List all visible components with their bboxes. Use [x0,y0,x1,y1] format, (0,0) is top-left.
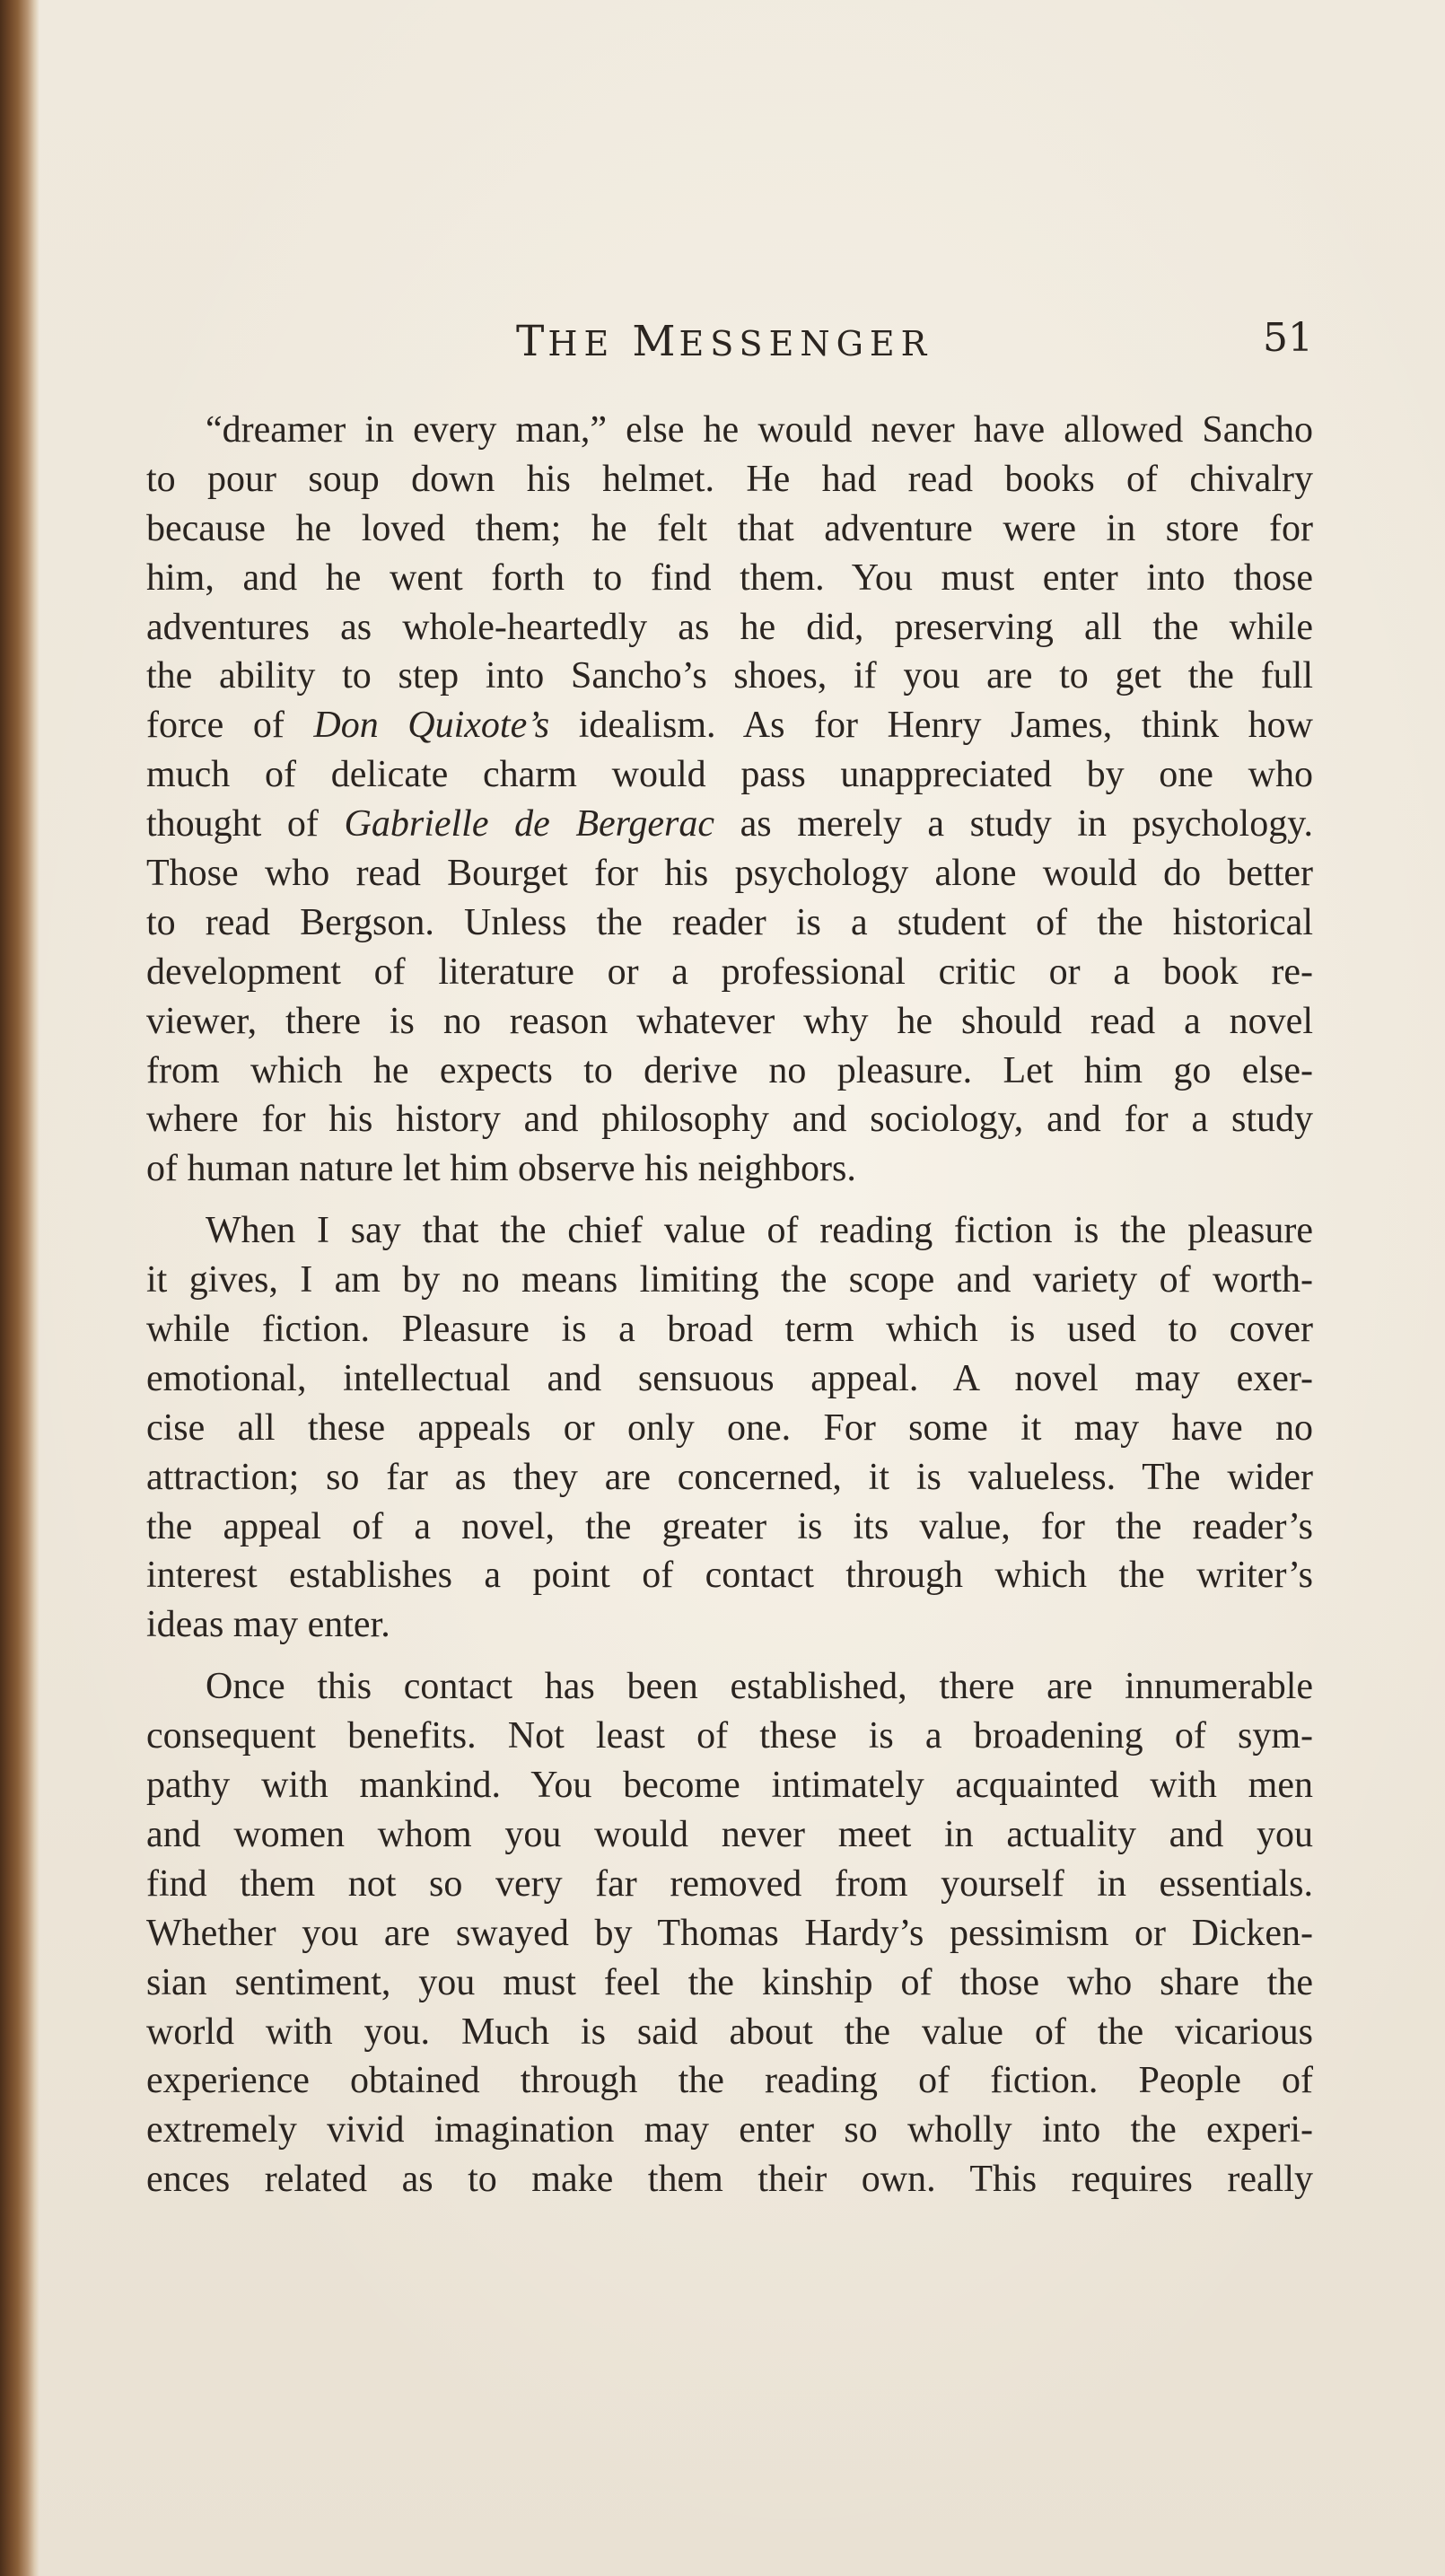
text-segment: the ability to step into Sancho’s shoes, if you are to get the full [146,655,1313,697]
text-segment: pathy with mankind. You become intimately acquainted with men [146,1765,1313,1807]
text-segment: Whether you are swayed by Thomas Hardy’s pessimism or Dicken- [146,1912,1313,1954]
text-segment: it gives, I am by no means limiting the scope and variety of worth- [146,1259,1313,1301]
text-segment: because he loved them; he felt that adventure were in store for [146,507,1313,549]
text-line [146,1712,1313,1761]
text-segment: world with you. Much is said about the value of the vicarious [146,2011,1313,2053]
text-line [146,898,1313,948]
text-segment: viewer, there is no reason whatever why he should read a novel [146,1000,1313,1042]
text-line [146,1354,1313,1404]
running-title [516,317,933,366]
text-segment: ideas may enter. [146,1604,390,1646]
text-segment: force of [146,705,314,747]
text-line [146,603,1313,653]
text-segment: idealism. As for Henry James, think how [549,705,1313,747]
text-line [146,849,1313,898]
text-segment: while fiction. Pleasure is a broad term which is used to cover [146,1309,1313,1351]
text-line [146,750,1313,800]
text-segment: find them not so very far removed from yourself in essentials. [146,1862,1313,1905]
paragraph [146,406,1313,1194]
text-segment: interest establishes a point of contact through which the writer’s [146,1555,1313,1597]
page-header [146,310,1313,364]
text-line [146,1305,1313,1354]
paragraph [146,1662,1313,2204]
text-line [146,1761,1313,1810]
text-segment: adventures as whole-heartedly as he did, preserving all the while [146,606,1313,648]
running-title-rest-1: HE [547,324,633,364]
text-segment: as merely a study in psychology. [714,803,1313,846]
running-title-initial-2: M [632,317,679,366]
text-segment: emotional, intellectual and sensuous appeal. A novel may exer- [146,1357,1313,1399]
text-segment: Those who read Bourget for his psychology alone would do better [146,853,1313,895]
text-line [146,1662,1313,1712]
text-line [146,1600,1313,1650]
text-line [146,1909,1313,1958]
text-line [146,652,1313,701]
paragraph [146,1206,1313,1650]
text-line [146,455,1313,504]
text-line [146,2155,1313,2204]
italic-title: Gabrielle de Bergerac [344,803,715,846]
text-line [146,1503,1313,1552]
page-number: 51 [1263,315,1313,361]
text-segment: of human nature let him observe his neighbors. [146,1148,856,1190]
text-line [146,2056,1313,2106]
italic-title: Don Quixote’s [313,705,550,747]
text-line [146,554,1313,603]
text-line [146,1453,1313,1503]
text-line [146,800,1313,849]
text-segment: cise all these appeals or only one. For some it may have no [146,1406,1313,1449]
text-segment: where for his history and philosophy and sociology, and for a study [146,1099,1313,1141]
text-segment: the appeal of a novel, the greater is its value, for the reader’s [146,1505,1313,1547]
text-segment: “dreamer in every man,” else he would never have allowed Sancho [206,409,1313,451]
text-line [146,701,1313,750]
text-line [146,1256,1313,1305]
text-segment: experience obtained through the reading of fiction. People of [146,2060,1313,2102]
text-segment: sian sentiment, you must feel the kinship of those who share the [146,1961,1313,2003]
text-line [146,2106,1313,2155]
text-line [146,997,1313,1047]
text-line [146,948,1313,997]
text-segment: and women whom you would never meet in actuality and you [146,1813,1313,1855]
running-title-rest-2: ESSENGER [679,324,933,364]
body-text [146,406,1313,2217]
text-segment: development of literature or a professional critic or a book re- [146,951,1313,993]
text-line [146,1095,1313,1144]
text-segment: him, and he went forth to find them. You must enter into those [146,556,1313,599]
running-title-initial-1: T [516,317,548,366]
text-segment: to read Bergson. Unless the reader is a student of the historical [146,901,1313,943]
text-line [146,504,1313,554]
text-line [146,1404,1313,1453]
text-line [146,1958,1313,2008]
book-spine-shadow [0,0,39,2576]
text-line [146,1206,1313,1256]
text-segment: When I say that the chief value of reading fiction is the pleasure [206,1210,1313,1252]
text-line [146,2008,1313,2057]
text-segment: attraction; so far as they are concerned, it is valueless. The wider [146,1456,1313,1498]
text-line [146,1551,1313,1600]
text-line [146,1144,1313,1194]
text-segment: much of delicate charm would pass unappreciated by one who [146,754,1313,796]
text-line [146,1860,1313,1909]
text-line [146,406,1313,455]
text-segment: ences related as to make them their own. This requires really [146,2159,1313,2201]
text-segment: consequent benefits. Not least of these is a broadening of sym- [146,1715,1313,1757]
text-segment: thought of [146,803,345,846]
text-line [146,1047,1313,1096]
text-segment: Once this contact has been established, there are innumerable [206,1666,1313,1708]
text-segment: extremely vivid imagination may enter so wholly into the experi- [146,2109,1313,2151]
text-segment: to pour soup down his helmet. He had read books of chivalry [146,458,1313,500]
text-line [146,1810,1313,1860]
text-segment: from which he expects to derive no pleasure. Let him go else- [146,1049,1313,1091]
